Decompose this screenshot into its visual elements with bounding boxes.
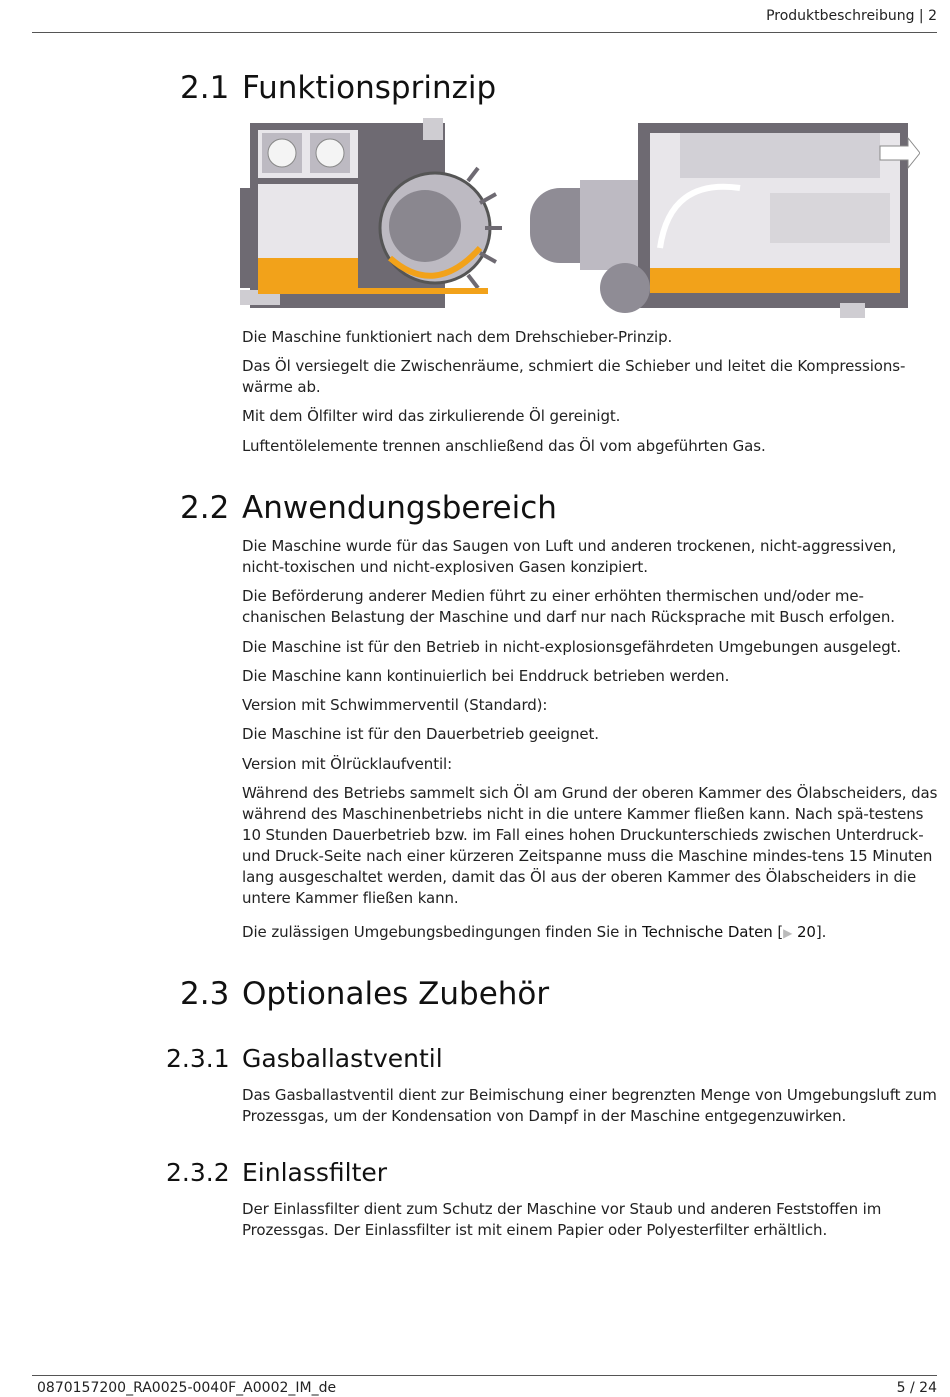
section-number: 2.3.1 xyxy=(166,1044,230,1073)
paragraph: Das Öl versiegelt die Zwischenräume, schmiert die Schieber und leitet die Kompressions-wärme ab. xyxy=(242,357,906,396)
pump-side-view xyxy=(530,123,920,318)
pump-cross-section xyxy=(240,118,502,308)
footer-divider xyxy=(32,1375,937,1376)
section-number: 2.3.2 xyxy=(166,1158,230,1187)
paragraph: Die Maschine kann kontinuierlich bei Enddruck betrieben werden. xyxy=(242,667,730,685)
paragraph: Mit dem Ölfilter wird das zirkulierende Öl gereinigt. xyxy=(242,407,621,425)
header-divider xyxy=(32,32,937,33)
document-id: 0870157200_RA0025-0040F_A0002_IM_de xyxy=(37,1380,337,1396)
vacuum-pump-cutaway-illustration xyxy=(240,118,920,323)
text: [ xyxy=(772,923,784,941)
page-number: 5 / 24 xyxy=(896,1380,937,1396)
section-title: Optionales Zubehör xyxy=(242,976,550,1012)
paragraph: Die Beförderung anderer Medien führt zu einer erhöhten thermischen und/oder me-chanischen Belastung der Maschine und darf nur nach Rücksprache mit Busch erfolgen. xyxy=(242,587,895,626)
section-title: Gasballastventil xyxy=(242,1044,443,1073)
paragraph: Die Maschine ist für den Betrieb in nicht-explosionsgefährdeten Umgebungen ausgelegt. xyxy=(242,638,902,656)
paragraph: Während des Betriebs sammelt sich Öl am Grund der oberen Kammer des Ölabscheiders, das während des Maschinenbetriebs nicht in die untere Kammer fließen kann. Nach spä-testens 10 Stunden Dauerbetrieb bzw. im Fall eines hohen Druckunterschieds zwischen Unterdruck- und Druck-Seite nach einer kürzeren Zeitspanne muss die Maschine mindes-tens 15 Minuten lang ausgeschaltet werden, damit das Öl aus der oberen Kammer des Ölabscheiders in die untere Kammer fließen kann. xyxy=(242,784,938,907)
paragraph-cross-reference xyxy=(242,922,942,944)
paragraph: Luftentölelemente trennen anschließend das Öl vom abgeführten Gas. xyxy=(242,437,766,455)
paragraph: Version mit Schwimmerventil (Standard): xyxy=(242,696,548,714)
technical-data-link[interactable]: Technische Daten xyxy=(642,923,773,941)
section-number: 2.3 xyxy=(180,976,230,1012)
paragraph: Der Einlassfilter dient zum Schutz der Maschine vor Staub und anderen Feststoffen im Prozessgas. Der Einlassfilter ist mit einem Papier oder Polyesterfilter erhältlich. xyxy=(242,1200,882,1239)
running-header: Produktbeschreibung | 2 xyxy=(766,8,937,24)
paragraph: Version mit Ölrücklaufventil: xyxy=(242,755,453,773)
section-number: 2.1 xyxy=(180,70,230,106)
section-title: Einlassfilter xyxy=(242,1158,388,1187)
page-reference-link[interactable]: 20 xyxy=(792,923,816,941)
paragraph: Die Maschine wurde für das Saugen von Luft und anderen trockenen, nicht-aggressiven, nicht-toxischen und nicht-explosiven Gasen konzipiert. xyxy=(242,537,897,576)
section-number: 2.2 xyxy=(180,490,230,526)
reference-arrow-icon: ▶ xyxy=(783,926,793,940)
paragraph: Die Maschine funktioniert nach dem Drehschieber-Prinzip. xyxy=(242,328,673,346)
paragraph: Das Gasballastventil dient zur Beimischung einer begrenzten Menge von Umgebungsluft zum Prozessgas, um der Kondensation von Dampf in der Maschine entgegenzuwirken. xyxy=(242,1086,937,1125)
text: Die zulässigen Umgebungsbedingungen finden Sie in xyxy=(242,923,643,941)
section-title: Funktionsprinzip xyxy=(242,70,497,106)
section-title: Anwendungsbereich xyxy=(242,490,557,526)
paragraph: Die Maschine ist für den Dauerbetrieb geeignet. xyxy=(242,725,599,743)
text: ]. xyxy=(815,923,827,941)
